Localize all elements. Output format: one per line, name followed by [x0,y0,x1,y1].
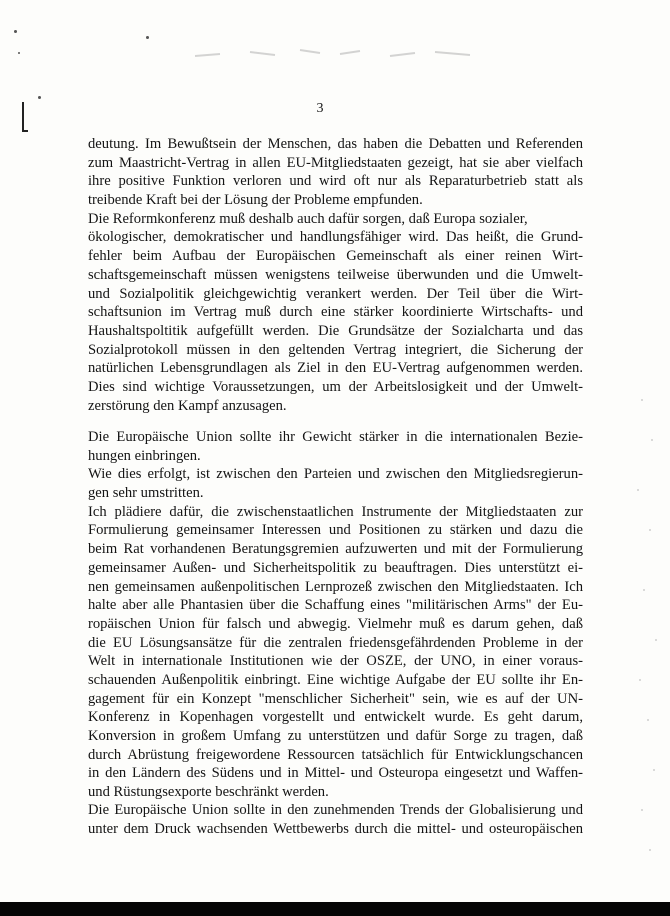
paragraph-block [88,428,583,802]
text-line: natürlichen Lebensgrundlagen als Ziel in den EU-Vertrag aufgenommen werden. [88,360,583,377]
text-line: zerstörung den Kampf anzusagen. [88,397,287,414]
text-line: Formulierung gemeinsamer Interessen und Positionen zu stärken und dazu die [88,522,583,539]
text-line: halte aber alle Phantasien über die Schaffung eines "militärischen Arms" der Eu- [88,597,583,614]
scan-speck [18,52,20,54]
text-line: ihre positive Funktion verloren und wird oft nur als Reparaturbetrieb statt als [88,173,583,190]
text-line: die EU Lösungsansätze für die zentralen friedensgefährdenden Probleme in der [88,634,583,651]
text-line: durch Abrüstung freigewordene Ressourcen tatsächlich für Entwicklungschancen [88,746,583,763]
scan-edge [0,902,670,916]
binder-mark [22,130,28,132]
text-line: Haushaltspoltitik aufgefüllt werden. Die Grundsätze der Sozialcharta und das [88,322,583,339]
text-line: Ich plädiere dafür, die zwischenstaatlichen Instrumente der Mitgliedstaaten zur [88,503,583,520]
text-line: in den Ländern des Südens und in Mittel- und Osteuropa eingesetzt und Waffen- [88,765,583,782]
scan-smudge [190,44,480,62]
scan-noise [632,380,662,880]
text-line: Die Europäische Union sollte ihr Gewicht stärker in die internationalen Bezie- [88,429,583,445]
text-line: deutung. Im Bewußtsein der Menschen, das haben die Debatten und Referenden [88,136,583,152]
text-line: Konversion in großem Umfang zu unterstützen und dafür Sorge zu tragen, daß [88,728,583,745]
text-line: Die Reformkonferenz muß deshalb auch dafür sorgen, daß Europa sozialer, [88,210,528,227]
scan-speck [14,30,17,33]
text-line: ökologischer, demokratischer und handlungsfähiger wird. Das heißt, die Grund- [88,229,583,246]
text-line: gemeinsamer Außen- und Sicherheitspolitik zu beauftragen. Dies unterstützt ei- [88,559,583,576]
text-line: unter dem Druck wachsenden Wettbewerbs durch die mittel- und osteuropäischen [88,820,583,837]
page-number: 3 [316,101,324,116]
scan-speck [146,36,149,39]
text-line: Konferenz in Kopenhagen vorgestellt und entwickelt wurde. Es geht darum, [88,709,583,726]
text-line: hungen einbringen. [88,447,201,464]
paragraph-block [88,801,583,838]
text-line: beim Rat vorhandenen Beratungsgremien aufzuwerten und mit der Formulierung [88,541,583,558]
text-line: schauenden Außenpolitik einbringt. Eine wichtige Aufgabe der EU sollte ihr En- [88,671,583,688]
text-line: gen sehr umstritten. [88,485,204,502]
text-line: Sozialprotokoll müssen in den geltenden Vertrag integriert, die Sicherung der [88,341,583,358]
text-line: schaftsunion im Vertrag muß durch eine stärker koordinierte Wirtschafts- und [88,304,583,321]
scan-speck [38,96,41,99]
text-line: Dies sind wichtige Voraussetzungen, um der Arbeitslosigkeit und der Umwelt- [88,378,583,395]
text-line: Wie dies erfolgt, ist zwischen den Parteien und zwischen den Mitgliedsregierun- [88,466,583,483]
text-line: treibende Kraft bei der Lösung der Probleme empfunden. [88,192,423,209]
text-line: fehler beim Aufbau der Europäischen Gemeinschaft als einer reinen Wirt- [88,248,583,265]
paragraph-block [88,135,583,415]
text-line: Welt in internationale Institutionen wie der OSZE, der UNO, in einer voraus- [88,653,583,670]
text-line: ropäischen Union für falsch und abwegig. Vielmehr muß es darum gehen, daß [88,615,583,632]
text-line: und Rüstungsexporte beschränkt werden. [88,784,329,801]
text-line: gagement für ein Konzept "menschlicher Sicherheit" sein, wie es auf der UN- [88,690,583,707]
text-line: zum Maastricht-Vertrag in allen EU-Mitgliedstaaten gezeigt, hat sie aber vielfach [88,154,583,171]
text-line: schaftsgemeinschaft müssen wenigstens teilweise überwunden und die Umwelt- [88,266,583,283]
text-line: Die Europäische Union sollte in den zunehmenden Trends der Globalisierung und [88,802,583,818]
text-line: nen gemeinsamen außenpolitischen Lernprozeß zwischen den Mitgliedstaaten. Ich [88,578,583,595]
text-line: und Sozialpolitik gleichgewichtig verankert werden. Der Teil über die Wirt- [88,285,583,302]
